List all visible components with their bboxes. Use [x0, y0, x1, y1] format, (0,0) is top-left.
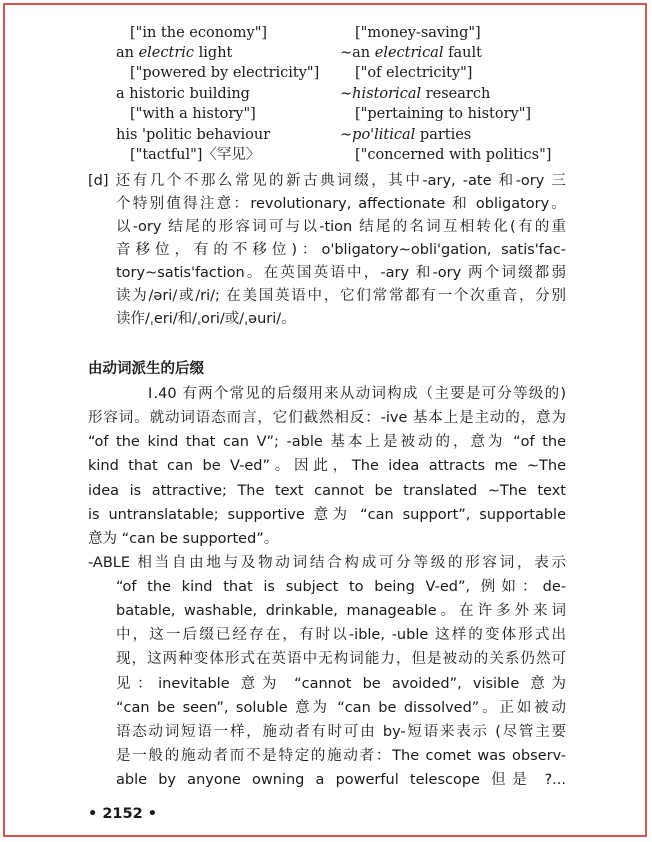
page-number: • 2152 •	[88, 806, 157, 822]
paragraph-able-line: 语态动词短语一样，施动者有时可由 by-短语来表示 (尽管主要	[116, 724, 566, 740]
paragraph-d-line: tory∼satis'faction。在英国英语中，-ary 和-ory 两个词缀都弱	[116, 265, 566, 281]
paragraph-140-line: 意为 “can be supported”。	[88, 531, 279, 547]
example-gloss: ["money-saving"]	[355, 25, 481, 41]
paragraph-d-line: 音移位，有的不移位)：o'bligatory∼obli'gation, satis'fac-	[116, 242, 566, 258]
paragraph-able-line: 中，这一后缀已经存在，有时以-ible, -uble 这样的变体形式出	[116, 627, 566, 643]
section-heading: 由动词派生的后缀	[88, 361, 204, 377]
example-gloss: ["with a history"]	[130, 106, 256, 122]
paragraph-140-line: is untranslatable; supportive 意为 “can support”, supportable	[88, 507, 566, 523]
paragraph-d-line: 读作/ˌeri/和/ˌori/或/ˌəuri/。	[116, 311, 296, 327]
example-gloss: ["of electricity"]	[355, 65, 473, 81]
paragraph-140-line: Ⅰ.40 有两个常见的后缀用来从动词构成（主要是可分等级的)	[148, 386, 566, 402]
paragraph-able-line: 见：inevitable 意为 “cannot be avoided”, visible 意为	[116, 676, 566, 692]
paragraph-d-line: 读为/əri/或/ri/; 在美国英语中，它们常常都有一个次重音，分别	[116, 288, 566, 304]
example-gloss: ["tactful"]〈罕见〉	[130, 147, 261, 163]
paragraph-able-line: “of the kind that is subject to being V-ed”, 例如：de-	[116, 579, 566, 595]
example-phrase: his 'politic behaviour	[116, 127, 271, 143]
paragraph-able-line: 是一般的施动者而不是特定的施动者：The comet was observ-	[116, 748, 566, 764]
paragraph-140-line: 形容词。就动词语态而言，它们截然相反：-ive 基本上是主动的，意为	[88, 410, 566, 426]
paragraph-able-line: -ABLE 相当自由地与及物动词结合构成可分等级的形容词，表示	[88, 555, 566, 571]
paragraph-able-line: 现，这两种变体形式在英语中无构词能力，但是被动的关系仍然可	[116, 651, 566, 667]
example-phrase: a historic building	[116, 86, 250, 102]
example-gloss: ["pertaining to history"]	[355, 106, 532, 122]
paragraph-140-line: “of the kind that can V”; -able 基本上是被动的，意为 “of the	[88, 434, 566, 450]
paragraph-able-line: able by anyone owning a powerful telescope 但是 ?...	[116, 772, 566, 788]
paragraph-d-line: [d] 还有几个不那么常见的新古典词缀，其中-ary, -ate 和-ory 三	[88, 173, 566, 189]
example-gloss: ["concerned with politics"]	[355, 147, 552, 163]
paragraph-able-line: batable, washable, drinkable, manageable。在许多外来词	[116, 603, 566, 619]
example-gloss: ["in the economy"]	[130, 25, 268, 41]
example-phrase: an electric light	[116, 45, 233, 61]
paragraph-d-line: 以-ory 结尾的形容词可与以-tion 结尾的名词互相转化(有的重	[116, 219, 566, 235]
paragraph-able-line: “can be seen”, soluble 意为 “can be dissolved”。正如被动	[116, 700, 566, 716]
paragraph-140-line: idea is attractive; The text cannot be translated ∼The text	[88, 483, 566, 499]
example-phrase: ∼po'litical parties	[340, 127, 472, 143]
example-phrase: ∼an electrical fault	[340, 45, 482, 61]
example-gloss: ["powered by electricity"]	[130, 65, 320, 81]
paragraph-d-line: 个特别值得注意：revolutionary, affectionate 和 obligatory。	[116, 196, 566, 212]
example-phrase: ∼historical research	[340, 86, 491, 102]
paragraph-140-line: kind that can be V-ed”。因此，The idea attracts me ∼The	[88, 458, 566, 474]
